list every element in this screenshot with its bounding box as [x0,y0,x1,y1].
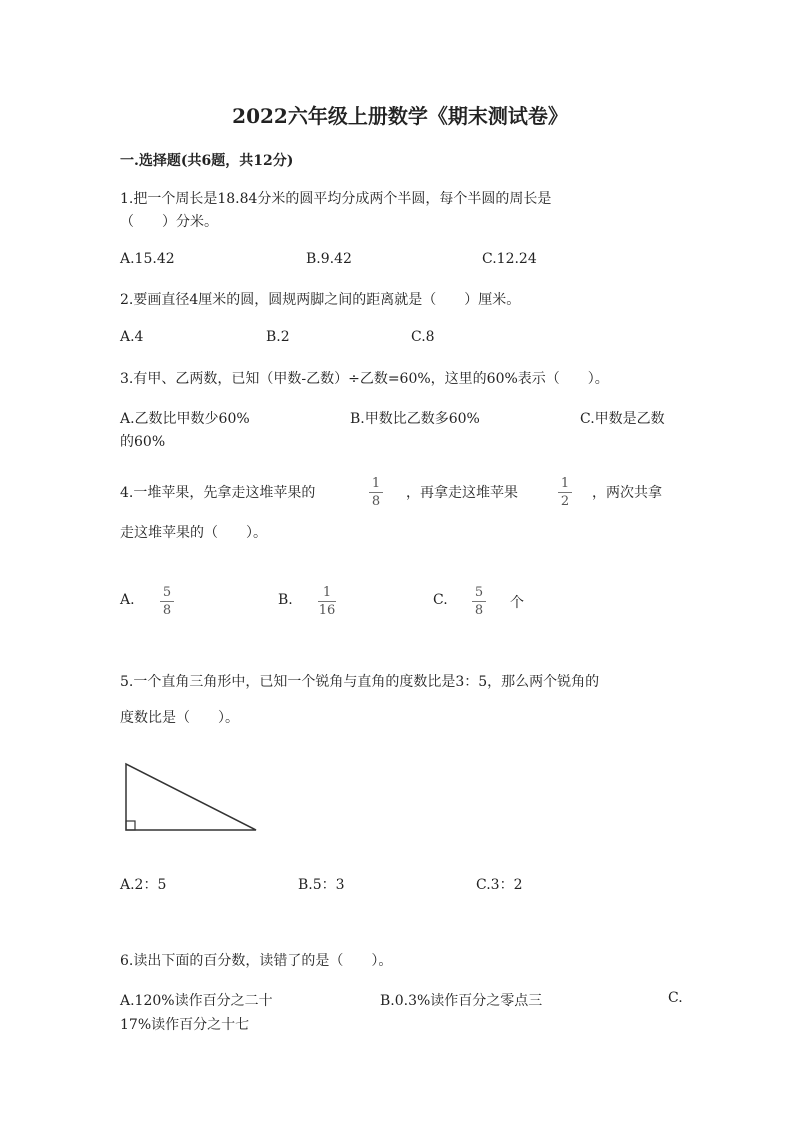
question-2-option-b: B.2 [266,329,290,345]
fraction-numerator: 5 [162,585,172,600]
question-1-text: 1.把一个周长是18.84分米的圆平均分成两个半圆，每个半圆的周长是 [120,191,552,207]
question-4-text-middle: ，再拿走这堆苹果 [406,485,518,501]
question-3-option-a: A.乙数比甲数少60% [120,411,250,427]
right-angle-marker [126,821,135,830]
fraction-numerator: 1 [560,476,570,491]
question-3-option-c: C.甲数是乙数 [580,411,665,427]
question-4-text-end: ，两次共拿 [592,485,662,501]
question-4-text-cont: 走这堆苹果的（ ）。 [120,525,267,541]
question-2-text: 2.要画直径4厘米的圆，圆规两脚之间的距离就是（ ）厘米。 [120,292,521,308]
question-5-text: 5.一个直角三角形中，已知一个锐角与直角的度数比是3：5，那么两个锐角的 [120,674,600,690]
question-1-text-cont: （ ）分米。 [120,214,218,230]
question-6-option-c: C. [668,990,683,1006]
question-4-fraction-1 [369,476,383,509]
question-3-text: 3.有甲、乙两数，已知（甲数-乙数）÷乙数=60%，这里的60%表示（ ）。 [120,371,609,387]
page-title: 2022六年级上册数学《期末测试卷》 [232,104,568,128]
question-4-option-b-label: B. [278,592,293,608]
fraction-bar [558,492,572,493]
fraction-denominator: 2 [560,494,570,509]
question-5-option-a: A.2：5 [120,877,167,893]
fraction-denominator: 8 [162,603,172,618]
triangle-outline [126,764,256,830]
question-4-option-b-fraction [318,585,336,618]
question-4-option-a-fraction [160,585,174,618]
fraction-numerator: 5 [474,585,484,600]
question-2-option-c: C.8 [411,329,435,345]
question-6-option-c-cont: 17%读作百分之十七 [120,1017,250,1033]
question-5-option-c: C.3：2 [476,877,523,893]
fraction-bar [369,492,383,493]
question-4-text: 4.一堆苹果，先拿走这堆苹果的 [120,485,316,501]
fraction-denominator: 8 [371,494,381,509]
fraction-numerator: 1 [322,585,332,600]
section-heading: 一.选择题(共6题，共12分) [120,153,294,169]
question-4-option-a-label: A. [120,592,135,608]
question-3-option-c-cont: 的60% [120,434,166,450]
question-4-fraction-2 [558,476,572,509]
question-4-option-c-suffix: 个 [510,595,524,611]
question-6-text: 6.读出下面的百分数，读错了的是（ ）。 [120,953,393,969]
question-4-option-c-label: C. [433,592,448,608]
fraction-bar [160,601,174,602]
right-triangle-figure [120,760,262,836]
question-4-option-c-fraction [472,585,486,618]
question-1-option-c: C.12.24 [482,251,537,267]
question-5-option-b: B.5：3 [298,877,345,893]
fraction-bar [318,601,336,602]
fraction-numerator: 1 [371,476,381,491]
question-1-option-a: A.15.42 [120,251,175,267]
question-2-option-a: A.4 [120,329,144,345]
question-3-option-b: B.甲数比乙数多60% [350,411,480,427]
fraction-bar [472,601,486,602]
fraction-denominator: 8 [474,603,484,618]
question-1-option-b: B.9.42 [306,251,352,267]
question-6-option-b: B.0.3%读作百分之零点三 [380,993,543,1009]
fraction-denominator: 16 [318,603,336,618]
question-5-text-cont: 度数比是（ ）。 [120,710,239,726]
question-6-option-a: A.120%读作百分之二十 [120,993,273,1009]
